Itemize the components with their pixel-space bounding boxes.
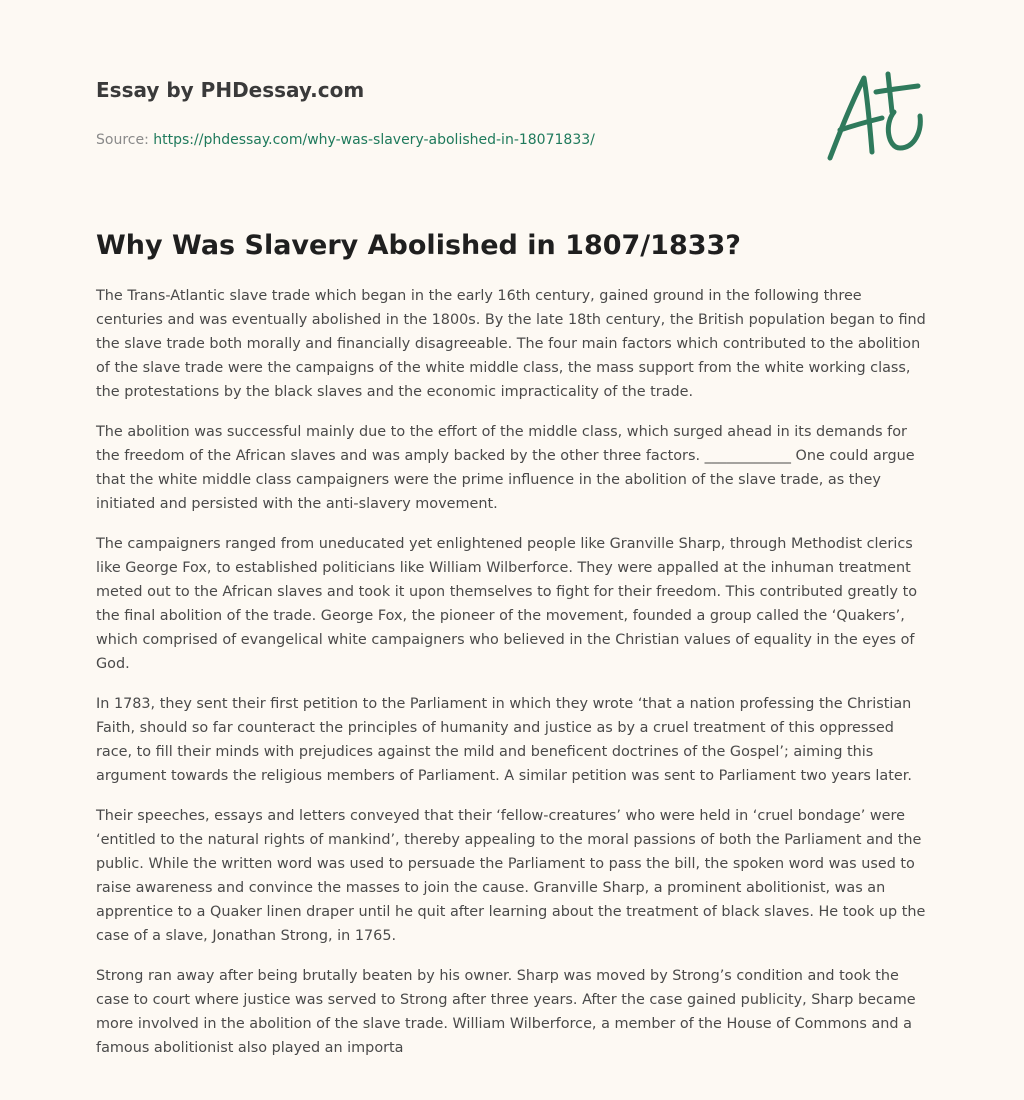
essay-paragraph: Strong ran away after being brutally beaten by his owner. Sharp was moved by Strong’s condition and took the case to court where justice was served to Strong after three years. After the case gained publicity, Sharp became more involved in the abolition of the slave trade. William Wilberforce, a member of the House of Commons and a famous abolitionist also played an importa (96, 968, 916, 1056)
essay-body (96, 284, 930, 1076)
essay-paragraph: The Trans-Atlantic slave trade which began in the early 16th century, gained ground in the following three centuries and was eventually abolished in the 1800s. By the late 18th century, the British population began to find the slave trade both morally and financially disagreeable. The four main factors which contributed to the abolition of the slave trade were the campaigns of the white middle class, the mass support from the white working class, the protestations by the black slaves and the economic impracticality of the trade. (96, 288, 926, 400)
site-header (96, 76, 936, 150)
essay-title: Why Was Slavery Abolished in 1807/1833? (96, 230, 741, 261)
essay-paragraph: The campaigners ranged from uneducated yet enlightened people like Granville Sharp, through Methodist clerics like George Fox, to established politicians like William Wilberforce. They were appalled at the inhuman treatment meted out to the African slaves and took it upon themselves to fight for their freedom. This contributed greatly to the final abolition of the trade. George Fox, the pioneer of the movement, founded a group called the ‘Quakers’, which comprised of evangelical white campaigners who believed in the Christian values of equality in the eyes of God. (96, 536, 918, 672)
source-line (96, 130, 936, 150)
a-plus-grade-icon (822, 66, 926, 166)
brand-title: Essay by PHDessay.com (96, 78, 365, 102)
source-link[interactable]: https://phdessay.com/why-was-slavery-abolished-in-18071833/ (153, 132, 595, 148)
essay-paragraph: The abolition was successful mainly due to the effort of the middle class, which surged ahead in its demands for the freedom of the African slaves and was amply backed by the other three factors. ____________ One could argue that the white middle class campaigners were the prime influence in the abolition of the slave trade, as they initiated and persisted with the anti-slavery movement. (96, 424, 915, 512)
source-label: Source: (96, 132, 149, 148)
essay-paragraph: In 1783, they sent their first petition to the Parliament in which they wrote ‘that a nation professing the Christian Faith, should so far counteract the principles of humanity and justice as by a cruel treatment of this oppressed race, to fill their minds with prejudices against the mild and beneficent doctrines of the Gospel’; aiming this argument towards the religious members of Parliament. A similar petition was sent to Parliament two years later. (96, 696, 912, 784)
essay-paragraph: Their speeches, essays and letters conveyed that their ‘fellow-creatures’ who were held in ‘cruel bondage’ were ‘entitled to the natural rights of mankind’, thereby appealing to the moral passions of both the Parliament and the public. While the written word was used to persuade the Parliament to pass the bill, the spoken word was used to raise awareness and convince the masses to join the cause. Granville Sharp, a prominent abolitionist, was an apprentice to a Quaker linen draper until he quit after learning about the treatment of black slaves. He took up the case of a slave, Jonathan Strong, in 1765. (96, 808, 926, 944)
